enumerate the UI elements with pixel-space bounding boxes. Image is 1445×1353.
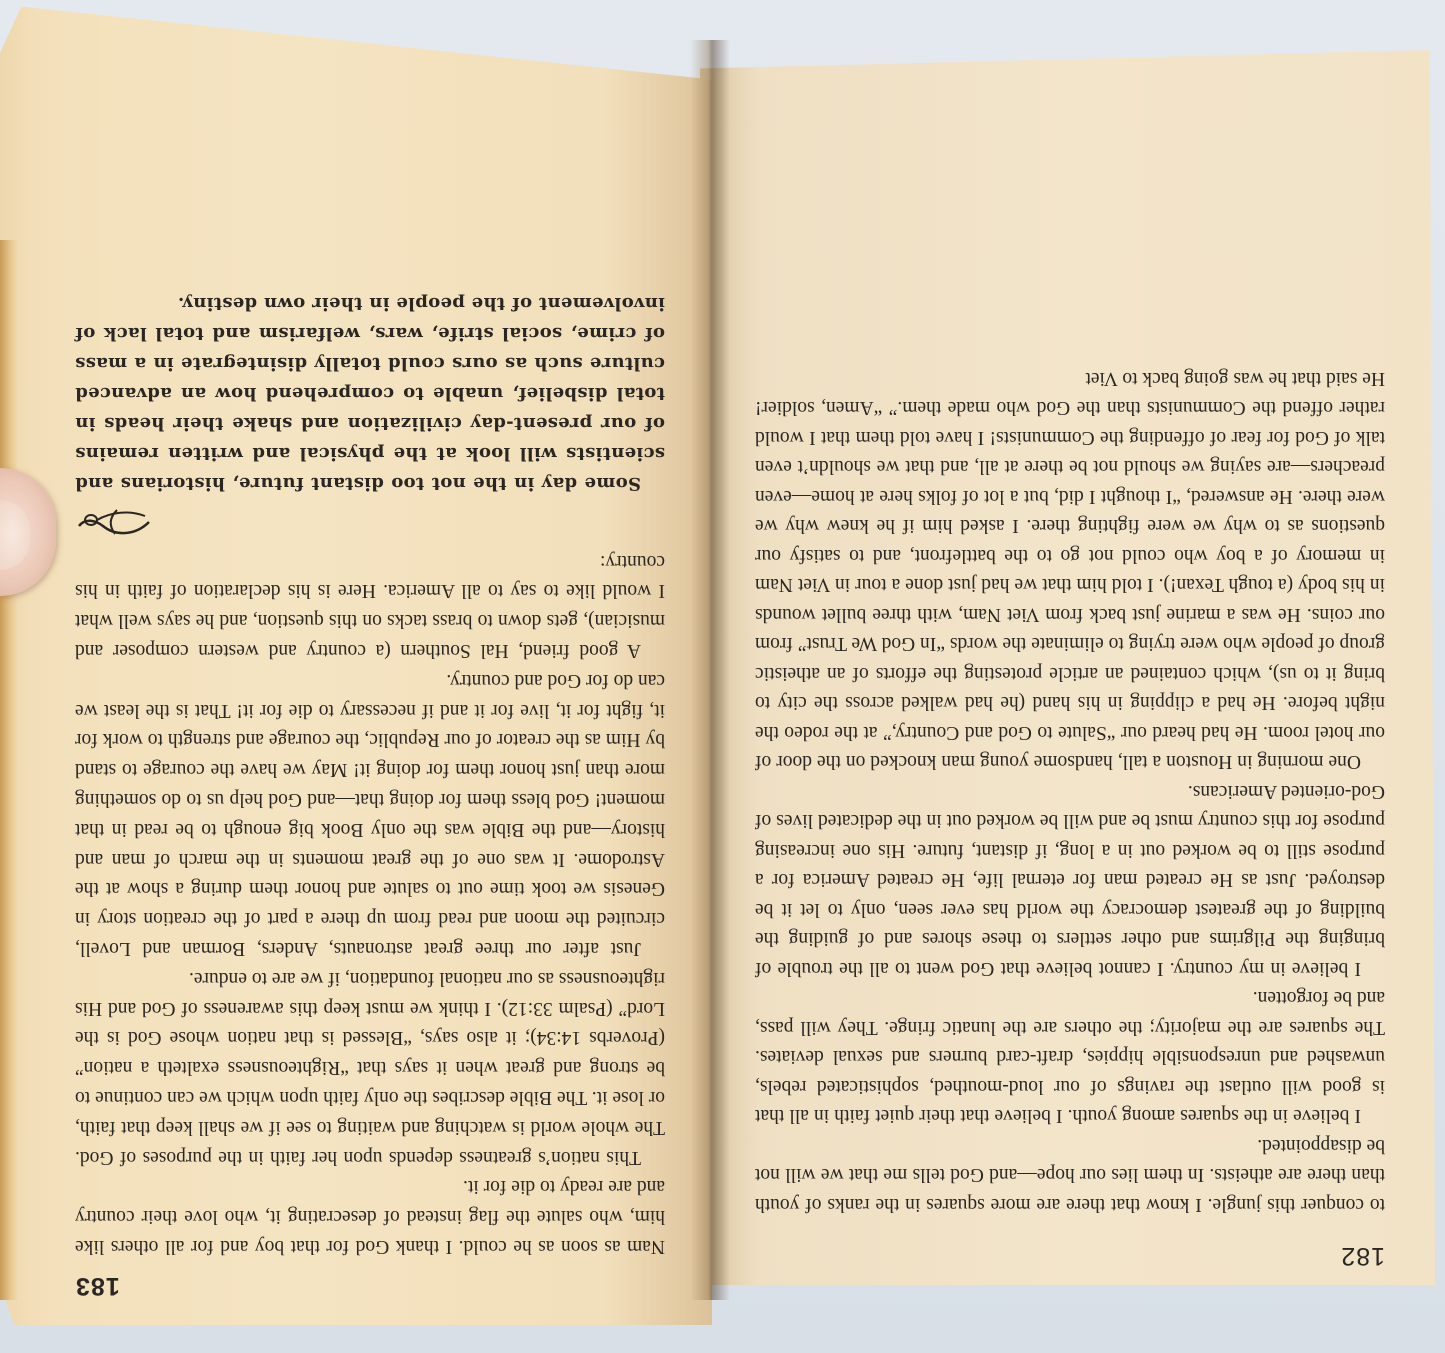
paragraph: I believe in the squares among youth. I believe that their quiet faith in all that is good will outlast the ravings of our loud-mouthed, sophisticated rebels, unwashed and unresponsible hippies, draft-card burners and sexual deviates. The squares are the majority; the others are the lunatic fringe. They will pass, and be forgotten. — [755, 987, 1385, 1127]
page-stack-edge — [0, 240, 18, 1300]
paragraph: to conquer this jungle. I know that there are more squares in the ranks of youth than there are atheists. In them lies our hope—and God tells me that we will not be disappointed. — [755, 1135, 1385, 1215]
paragraph: Nam as soon as he could. I thank God for that boy and for all others like him, who salute the flag instead of desecrating it, who love their country and are ready to die for it. — [75, 1176, 665, 1257]
page-number: 182 — [1340, 1242, 1385, 1270]
paragraph: This nation’s greatness depends upon her faith in the purposes of God. The whole world is watching and waiting to see if we shall keep that faith, or lose it. The Bible describes the only faith upon which we can continue to be strong and great when it says that “Righteousness exalteth a nation” (Proverbs 14:34); it also says, “Blessed is that nation whose God is the Lord” (Psalm 33:12). I think we must keep this awareness of God and His righteousness as our national foundation, if we are to endure. — [75, 967, 665, 1168]
paragraph: I believe in my country. I cannot believe that God went to all the trouble of bringing the Pilgrims and other settlers to these shores and of guiding the building of the greatest democracy the world has ever seen, only to let it be destroyed. Just as He created man for eternal life, He created America for a purpose still to be worked out in a long, if distant, future. His one increasing purpose for this country must be and will be worked out in the dedicated lives of God-oriented Americans. — [755, 781, 1385, 979]
paragraph: One morning in Houston a tall, handsome young man knocked on the door of our hotel room. He had heard our “Salute to God and Country,” at the rodeo the night before. He had a clipping in his hand (he had walked across the city to bring it to us), which contained an article protesting the efforts of an atheistic group of people who were trying to eliminate the words “In God We Trust” from our coins. He was a marine just back from Viet Nam, with three bullet wounds in his body (a tough Texan!). I told him that we had just done a tour in Viet Nam in memory of a boy who could not go to the battlefront, and to satisfy our questions as to why we were fighting there. I asked him if he knew why we were there. He answered, “I thought I did, but a lot of folks here at home—even preachers—are saying we should not be there at all, and that we shouldn’t even talk of God for fear of offending the Communists! I have told them that I would rather offend the Communists than the God who made them.” “Amen, soldier! He said that he was going back to Viet — [755, 368, 1385, 773]
page-number: 183 — [75, 1272, 120, 1300]
paragraph: Just after our three great astronauts, Anders, Borman and Lovell, circuited the moon and read from up there a part of the creation story in Genesis we took time out to salute and honor them during a show at the Astrodome. It was one of the great moments in the march of man and history—and the Bible was the only Book big enough to be read in that moment! God bless them for doing that—and God help us to do something more than just honor them for doing it! May we have the courage to stand by Him as the creator of our Republic, the courage and strength to work for it, fight for it, live for it and if necessary to die for it! That is the least we can do for God and country. — [75, 669, 665, 960]
quoted-declaration — [75, 288, 665, 498]
paragraph: Some day in the not too distant future, historians and scientists will look at the physical and written remains of our present-day civilization and shake their heads in total disbelief, unable to comprehend how an advanced culture such as ours could totally disintegrate in a mass of crime, social strife, wars, welfarism and total lack of involvement of the people in their own destiny. — [75, 292, 665, 494]
right-page-text — [755, 70, 1385, 1270]
paragraph: A good friend, Hal Southern (a country and western composer and musician), gets down to brass tacks on this question, and he says well what I would like to say to all America. Here is his declaration of faith in his country: — [75, 550, 665, 662]
left-page-text — [75, 55, 665, 1300]
ornament-icon — [75, 504, 155, 540]
book-gutter — [690, 40, 730, 1300]
